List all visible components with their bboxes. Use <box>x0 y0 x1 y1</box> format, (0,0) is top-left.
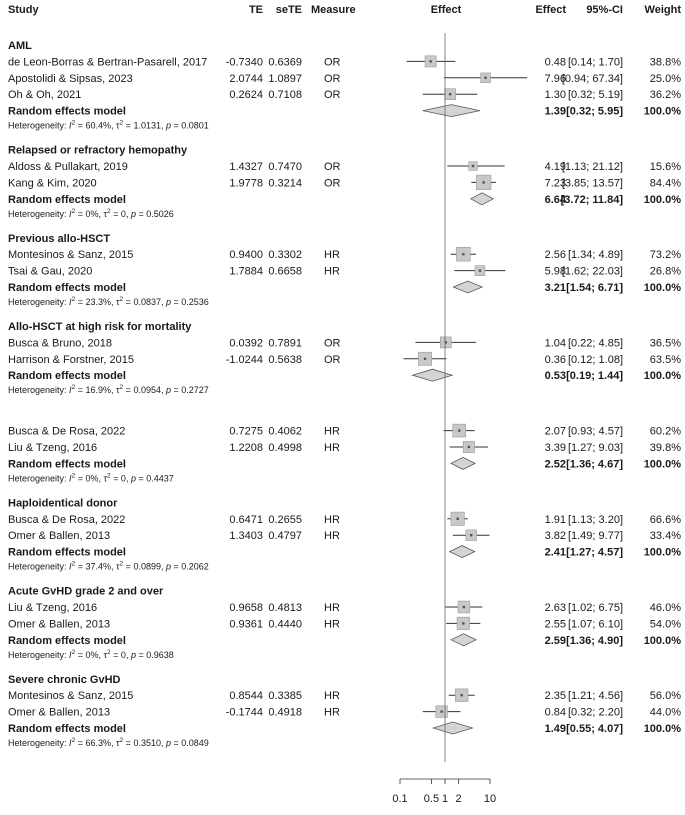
study-sete: 1.0897 <box>268 72 302 85</box>
model-effect: 1.49 <box>544 723 566 735</box>
heterogeneity-text: Heterogeneity: $I^2 = 0\%$, $\tau^2 = 0$, p = 0.9638 <box>8 648 174 660</box>
study-weight: 15.6% <box>649 161 681 173</box>
heterogeneity-p: 0.2062 <box>181 561 209 572</box>
model-effect: 6.64 <box>544 193 566 206</box>
heterogeneity-i2: 0% <box>85 208 99 219</box>
study-name: Omer & Ballen, 2013 <box>8 706 111 719</box>
heterogeneity-i2: 66.3% <box>85 738 111 748</box>
study-ci: [1.34; 4.89] <box>567 249 623 262</box>
subgroup-title: AML <box>8 40 32 52</box>
model-weight: 100.0% <box>643 458 681 471</box>
header-study: Study <box>8 4 39 16</box>
study-effect: 0.48 <box>544 56 566 69</box>
study-effect: 4.19 <box>544 161 566 173</box>
heterogeneity-tau2: 0 <box>120 208 126 219</box>
point-estimate-dot <box>470 534 472 536</box>
model-ci: [1.54; 6.71] <box>566 282 623 294</box>
header-effect: Effect <box>535 4 566 16</box>
subgroup-title: Relapsed or refractory hemopathy <box>8 144 188 157</box>
point-estimate-dot <box>440 710 442 712</box>
study-weight: 84.4% <box>649 177 681 190</box>
study-sete: 0.6369 <box>268 56 302 69</box>
study-name: Aldoss & Pullakart, 2019 <box>8 161 128 173</box>
header-sete: seTE <box>275 4 302 16</box>
study-ci: [0.22; 4.85] <box>567 337 623 350</box>
study-te: 0.6471 <box>229 513 263 526</box>
study-effect: 2.56 <box>544 249 566 262</box>
study-name: Montesinos & Sanz, 2015 <box>8 249 134 262</box>
random-effects-label: Random effects model <box>8 546 126 559</box>
model-ci: [1.36; 4.90] <box>566 634 623 647</box>
study-sete: 0.4797 <box>268 530 302 543</box>
study-weight: 56.0% <box>649 690 681 703</box>
study-measure: HR <box>324 442 340 454</box>
study-te: -0.1744 <box>225 706 263 719</box>
study-ci: [0.32; 2.20] <box>567 706 623 719</box>
study-measure: HR <box>324 265 340 278</box>
heterogeneity-i2: 23.3% <box>85 297 111 307</box>
study-weight: 36.2% <box>649 89 681 102</box>
study-sete: 0.7108 <box>268 89 302 102</box>
study-name: Busca & Bruno, 2018 <box>8 337 112 350</box>
study-te: 0.9361 <box>229 618 263 631</box>
point-estimate-dot <box>463 606 465 608</box>
random-effects-label: Random effects model <box>8 458 126 471</box>
study-te: -0.7340 <box>225 56 263 69</box>
study-effect: 7.23 <box>544 177 566 190</box>
study-sete: 0.4440 <box>268 618 302 631</box>
study-weight: 26.8% <box>649 265 681 278</box>
heterogeneity-tau2: 0.0954 <box>133 385 161 396</box>
study-name: de Leon-Borras & Bertran-Pasarell, 2017 <box>8 56 208 69</box>
study-sete: 0.3302 <box>268 249 302 262</box>
model-ci: [1.36; 4.67] <box>566 458 623 471</box>
summary-diamond <box>471 193 494 205</box>
study-name: Apostolidi & Sipsas, 2023 <box>8 72 133 85</box>
study-te: -1.0244 <box>225 353 263 366</box>
study-effect: 5.98 <box>544 265 566 278</box>
study-ci: [3.85; 13.57] <box>561 177 623 190</box>
heterogeneity-i2: 0% <box>85 473 99 484</box>
study-measure: OR <box>324 337 341 350</box>
heterogeneity-tau2: 0 <box>120 473 126 484</box>
summary-diamond <box>453 281 482 293</box>
model-effect: 2.59 <box>544 634 566 647</box>
heterogeneity-p: 0.2727 <box>181 385 209 396</box>
study-sete: 0.4062 <box>268 425 302 438</box>
study-measure: HR <box>324 602 340 614</box>
model-ci: [0.55; 4.07] <box>566 723 623 735</box>
model-weight: 100.0% <box>643 723 681 735</box>
study-sete: 0.5638 <box>268 353 302 366</box>
study-name: Liu & Tzeng, 2016 <box>8 602 98 614</box>
study-weight: 60.2% <box>649 425 681 438</box>
study-name: Omer & Ballen, 2013 <box>8 530 111 543</box>
header-effect-plot: Effect <box>430 4 462 16</box>
study-weight: 66.6% <box>649 513 681 526</box>
study-te: 1.4327 <box>229 161 263 173</box>
random-effects-label: Random effects model <box>8 723 126 735</box>
heterogeneity-p: 0.4437 <box>146 473 174 484</box>
study-te: 0.9658 <box>229 602 263 614</box>
heterogeneity-prefix: Heterogeneity: <box>8 649 70 660</box>
heterogeneity-text: Heterogeneity: $I^2 = 0\%$, $\tau^2 = 0$, p = 0.5026 <box>8 207 174 219</box>
study-te: 0.7275 <box>229 425 263 438</box>
summary-diamond <box>423 105 480 117</box>
study-te: 1.2208 <box>229 442 263 454</box>
model-effect: 1.39 <box>544 105 566 118</box>
header-measure: Measure <box>311 4 356 16</box>
model-weight: 100.0% <box>643 193 681 206</box>
heterogeneity-p: 0.2536 <box>181 297 209 307</box>
study-measure: HR <box>324 249 340 262</box>
heterogeneity-prefix: Heterogeneity: <box>8 385 70 396</box>
point-estimate-dot <box>468 446 470 448</box>
heterogeneity-tau2: 1.0131 <box>133 120 161 131</box>
study-weight: 33.4% <box>649 530 681 543</box>
study-effect: 2.63 <box>544 602 566 614</box>
heterogeneity-text: Heterogeneity: $I^2 = 66.3\%$, $\tau^2 = 0.3510$, p = 0.0849 <box>8 737 209 748</box>
study-te: 1.7884 <box>229 265 263 278</box>
heterogeneity-tau2: 0.0899 <box>133 561 161 572</box>
random-effects-label: Random effects model <box>8 105 126 118</box>
study-measure: OR <box>324 56 341 69</box>
heterogeneity-p: 0.0849 <box>181 738 209 748</box>
header-row <box>8 4 681 16</box>
model-ci: [0.32; 5.95] <box>566 105 623 118</box>
study-ci: [0.32; 5.19] <box>567 89 623 102</box>
header-ci: 95%-CI <box>586 4 623 16</box>
study-effect: 0.36 <box>544 353 566 366</box>
study-ci: [1.13; 21.12] <box>561 161 623 173</box>
heterogeneity-i2: 37.4% <box>85 561 111 572</box>
model-effect: 3.21 <box>544 282 566 294</box>
point-estimate-dot <box>458 429 460 431</box>
heterogeneity-p: 0.9638 <box>146 649 174 660</box>
x-tick-label: 10 <box>483 793 497 805</box>
x-tick-label: 0.5 <box>423 793 440 805</box>
subgroup-title: Allo-HSCT at high risk for mortality <box>8 321 192 333</box>
point-estimate-dot <box>460 694 462 696</box>
study-sete: 0.3385 <box>268 690 302 703</box>
model-weight: 100.0% <box>643 282 681 294</box>
study-effect: 1.04 <box>544 337 566 350</box>
study-weight: 46.0% <box>649 602 681 614</box>
study-te: 1.3403 <box>229 530 263 543</box>
study-ci: [0.94; 67.34] <box>561 72 623 85</box>
header-weight: Weight <box>644 4 681 16</box>
study-effect: 2.35 <box>544 690 566 703</box>
study-sete: 0.7470 <box>268 161 302 173</box>
model-ci: [1.27; 4.57] <box>566 546 623 559</box>
study-effect: 2.55 <box>544 618 566 631</box>
study-weight: 63.5% <box>649 353 681 366</box>
study-ci: [0.14; 1.70] <box>567 56 623 69</box>
study-name: Harrison & Forstner, 2015 <box>8 353 134 366</box>
heterogeneity-prefix: Heterogeneity: <box>8 208 70 219</box>
study-measure: OR <box>324 161 341 173</box>
study-measure: HR <box>324 425 340 438</box>
summary-diamond <box>451 457 475 469</box>
study-ci: [1.62; 22.03] <box>561 265 623 278</box>
forest-plot-area <box>404 33 528 762</box>
model-ci: [0.19; 1.44] <box>566 370 623 383</box>
point-estimate-dot <box>424 358 426 360</box>
study-measure: HR <box>324 618 340 631</box>
study-weight: 38.8% <box>649 56 681 69</box>
subgroup-title: Haploidentical donor <box>8 497 118 510</box>
heterogeneity-tau2: 0.3510 <box>133 738 161 748</box>
subgroup-title: Severe chronic GvHD <box>8 673 121 686</box>
study-sete: 0.6658 <box>268 265 302 278</box>
study-name: Oh & Oh, 2021 <box>8 89 82 102</box>
summary-diamond <box>433 722 472 734</box>
study-effect: 0.84 <box>544 706 566 719</box>
study-weight: 25.0% <box>649 72 681 85</box>
study-name: Busca & De Rosa, 2022 <box>8 513 126 526</box>
model-weight: 100.0% <box>643 370 681 383</box>
model-weight: 100.0% <box>643 634 681 647</box>
study-measure: OR <box>324 72 341 85</box>
heterogeneity-text: Heterogeneity: $I^2 = 23.3\%$, $\tau^2 = 0.0837$, p = 0.2536 <box>8 296 209 307</box>
study-ci: [1.13; 3.20] <box>567 513 623 526</box>
heterogeneity-tau2: 0 <box>120 649 126 660</box>
heterogeneity-text: Heterogeneity: $I^2 = 0\%$, $\tau^2 = 0$, p = 0.4437 <box>8 472 174 484</box>
summary-diamond <box>413 369 453 381</box>
study-te: 0.2624 <box>229 89 263 102</box>
model-effect: 2.41 <box>544 546 566 559</box>
heterogeneity-prefix: Heterogeneity: <box>8 561 70 572</box>
heterogeneity-i2: 60.4% <box>85 120 111 131</box>
point-estimate-dot <box>429 60 431 62</box>
study-sete: 0.2655 <box>268 513 302 526</box>
study-effect: 1.91 <box>544 513 566 526</box>
random-effects-label: Random effects model <box>8 634 126 647</box>
study-weight: 44.0% <box>649 706 681 719</box>
study-te: 0.0392 <box>229 337 263 350</box>
heterogeneity-text: Heterogeneity: $I^2 = 16.9\%$, $\tau^2 = 0.0954$, p = 0.2727 <box>8 384 209 396</box>
study-measure: HR <box>324 530 340 543</box>
study-name: Kang & Kim, 2020 <box>8 177 97 190</box>
point-estimate-dot <box>484 77 486 79</box>
point-estimate-dot <box>449 93 451 95</box>
random-effects-label: Random effects model <box>8 193 126 206</box>
heterogeneity-tau2: 0.0837 <box>133 297 161 307</box>
heterogeneity-prefix: Heterogeneity: <box>8 120 70 131</box>
point-estimate-dot <box>462 622 464 624</box>
study-measure: HR <box>324 706 340 719</box>
heterogeneity-prefix: Heterogeneity: <box>8 297 70 307</box>
x-tick-label: 0.1 <box>392 793 408 805</box>
study-measure: OR <box>324 177 341 190</box>
study-effect: 3.39 <box>544 442 566 454</box>
study-te: 1.9778 <box>229 177 263 190</box>
study-ci: [0.93; 4.57] <box>567 425 623 438</box>
random-effects-label: Random effects model <box>8 370 126 383</box>
point-estimate-dot <box>479 269 481 271</box>
subgroup-title: Acute GvHD grade 2 and over <box>8 585 164 598</box>
study-name: Montesinos & Sanz, 2015 <box>8 690 134 703</box>
x-tick-label: 2 <box>455 793 462 805</box>
forest-rows <box>8 40 681 748</box>
summary-diamond <box>450 546 475 558</box>
study-weight: 36.5% <box>649 337 681 350</box>
study-ci: [1.02; 6.75] <box>567 602 623 614</box>
heterogeneity-i2: 16.9% <box>85 385 111 396</box>
model-weight: 100.0% <box>643 546 681 559</box>
study-ci: [1.21; 4.56] <box>567 690 623 703</box>
model-weight: 100.0% <box>643 105 681 118</box>
study-effect: 3.82 <box>544 530 566 543</box>
study-ci: [1.07; 6.10] <box>567 618 623 631</box>
point-estimate-dot <box>456 518 458 520</box>
point-estimate-dot <box>472 165 474 167</box>
study-te: 0.8544 <box>229 690 263 703</box>
model-effect: 0.53 <box>544 370 566 383</box>
study-sete: 0.4998 <box>268 442 302 454</box>
model-effect: 2.52 <box>544 458 566 471</box>
point-estimate-dot <box>482 181 484 183</box>
study-effect: 1.30 <box>544 89 566 102</box>
study-ci: [1.27; 9.03] <box>567 442 623 454</box>
study-weight: 73.2% <box>649 249 681 262</box>
study-sete: 0.4918 <box>268 706 302 719</box>
random-effects-label: Random effects model <box>8 282 126 294</box>
subgroup-title: Previous allo-HSCT <box>8 232 111 245</box>
study-name: Omer & Ballen, 2013 <box>8 618 111 631</box>
study-measure: HR <box>324 513 340 526</box>
model-ci: [3.72; 11.84] <box>560 193 623 206</box>
study-te: 2.0744 <box>229 72 263 85</box>
study-name: Busca & De Rosa, 2022 <box>8 425 126 438</box>
study-sete: 0.7891 <box>268 337 302 350</box>
study-ci: [0.12; 1.08] <box>567 353 623 366</box>
heterogeneity-prefix: Heterogeneity: <box>8 738 70 748</box>
x-axis <box>392 779 496 805</box>
study-weight: 39.8% <box>649 442 681 454</box>
study-name: Liu & Tzeng, 2016 <box>8 442 98 454</box>
heterogeneity-p: 0.5026 <box>146 208 174 219</box>
heterogeneity-p: 0.0801 <box>181 120 209 131</box>
study-ci: [1.49; 9.77] <box>567 530 623 543</box>
study-measure: OR <box>324 353 341 366</box>
study-weight: 54.0% <box>649 618 681 631</box>
point-estimate-dot <box>462 253 464 255</box>
heterogeneity-prefix: Heterogeneity: <box>8 473 70 484</box>
study-effect: 7.96 <box>544 72 566 85</box>
study-effect: 2.07 <box>544 425 566 438</box>
study-sete: 0.3214 <box>268 177 302 190</box>
study-te: 0.9400 <box>229 249 263 262</box>
heterogeneity-text: Heterogeneity: $I^2 = 37.4\%$, $\tau^2 = 0.0899$, p = 0.2062 <box>8 560 209 572</box>
header-te: TE <box>248 4 263 16</box>
study-name: Tsai & Gau, 2020 <box>8 265 93 278</box>
study-measure: OR <box>324 89 341 102</box>
x-tick-label: 1 <box>441 793 449 805</box>
heterogeneity-text: Heterogeneity: $I^2 = 60.4\%$, $\tau^2 = 1.0131$, p = 0.0801 <box>8 119 209 131</box>
summary-diamond <box>451 634 476 646</box>
study-sete: 0.4813 <box>268 602 302 614</box>
study-measure: HR <box>324 690 340 703</box>
heterogeneity-i2: 0% <box>85 649 99 660</box>
